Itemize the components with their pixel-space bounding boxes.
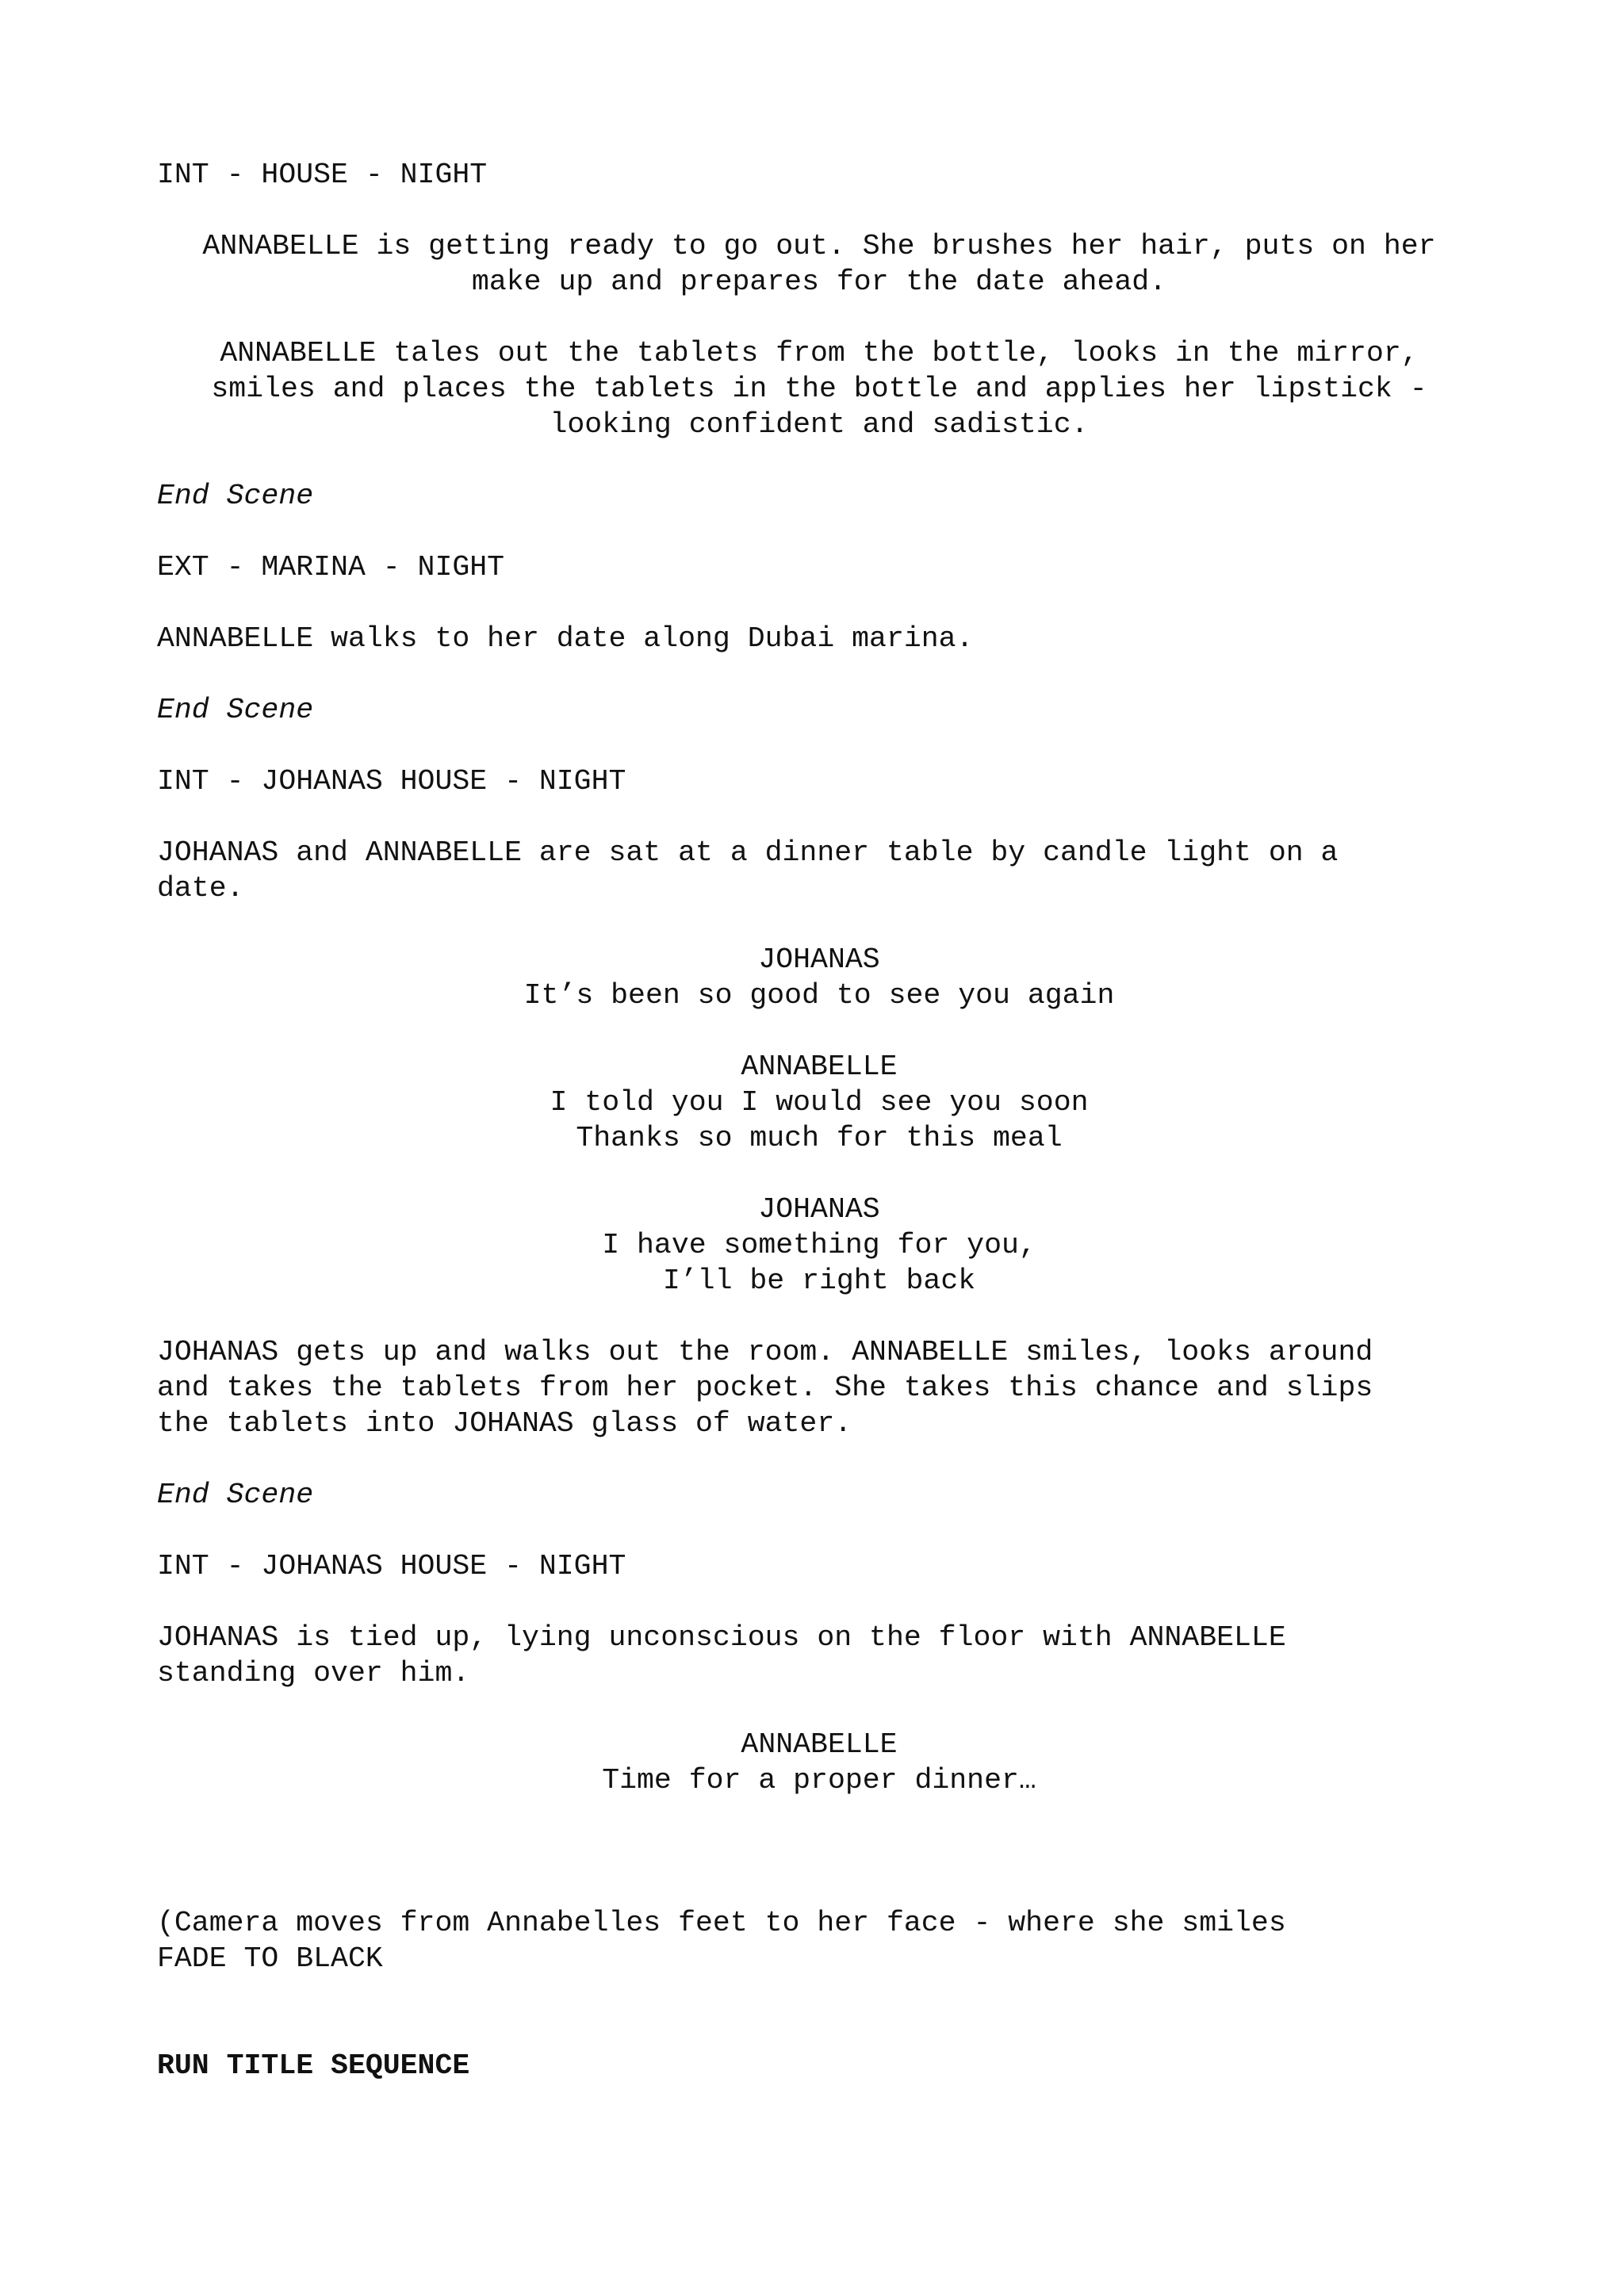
action-line: JOHANAS and ANNABELLE are sat at a dinner table by candle light on a xyxy=(157,836,1339,869)
action-line: standing over him. xyxy=(157,1657,470,1689)
action-line: the tablets into JOHANAS glass of water. xyxy=(157,1407,852,1440)
dialogue-line: Thanks so much for this meal xyxy=(576,1122,1063,1154)
transition: FADE TO BLACK xyxy=(157,1942,383,1975)
character-name: ANNABELLE xyxy=(741,1728,898,1761)
end-scene-label: End Scene xyxy=(157,694,314,726)
character-name: JOHANAS xyxy=(758,1193,880,1226)
action-line: ANNABELLE tales out the tablets from the bottle, looks in the mirror, xyxy=(220,337,1419,369)
action-line: ANNABELLE walks to her date along Dubai marina. xyxy=(157,622,974,655)
action-line: JOHANAS gets up and walks out the room. ANNABELLE smiles, looks around xyxy=(157,1336,1373,1368)
camera-direction: (Camera moves from Annabelles feet to her face - where she smiles xyxy=(157,1907,1286,1939)
dialogue-line: It’s been so good to see you again xyxy=(523,979,1115,1012)
character-name: ANNABELLE xyxy=(741,1050,898,1083)
action-line: date. xyxy=(157,872,244,905)
dialogue-line: I have something for you, xyxy=(602,1229,1036,1261)
scene-heading: INT - JOHANAS HOUSE - NIGHT xyxy=(157,1550,626,1582)
action-line: ANNABELLE is getting ready to go out. She brushes her hair, puts on her xyxy=(202,230,1436,262)
dialogue-line: I told you I would see you soon xyxy=(550,1086,1089,1119)
scene-heading: EXT - MARINA - NIGHT xyxy=(157,551,505,584)
action-line: smiles and places the tablets in the bottle and applies her lipstick - xyxy=(211,373,1427,405)
end-scene-label: End Scene xyxy=(157,1479,314,1511)
scene-heading: INT - HOUSE - NIGHT xyxy=(157,159,488,191)
dialogue-line: Time for a proper dinner… xyxy=(602,1764,1036,1797)
action-line: looking confident and sadistic. xyxy=(550,408,1089,441)
dialogue-line: I’ll be right back xyxy=(662,1265,976,1297)
end-scene-label: End Scene xyxy=(157,480,314,512)
character-name: JOHANAS xyxy=(758,943,880,976)
title-sequence-label: RUN TITLE SEQUENCE xyxy=(157,2049,470,2082)
action-line: and takes the tablets from her pocket. She takes this chance and slips xyxy=(157,1372,1373,1404)
scene-heading: INT - JOHANAS HOUSE - NIGHT xyxy=(157,765,626,798)
action-line: JOHANAS is tied up, lying unconscious on the floor with ANNABELLE xyxy=(157,1621,1286,1654)
action-line: make up and prepares for the date ahead. xyxy=(471,266,1167,298)
